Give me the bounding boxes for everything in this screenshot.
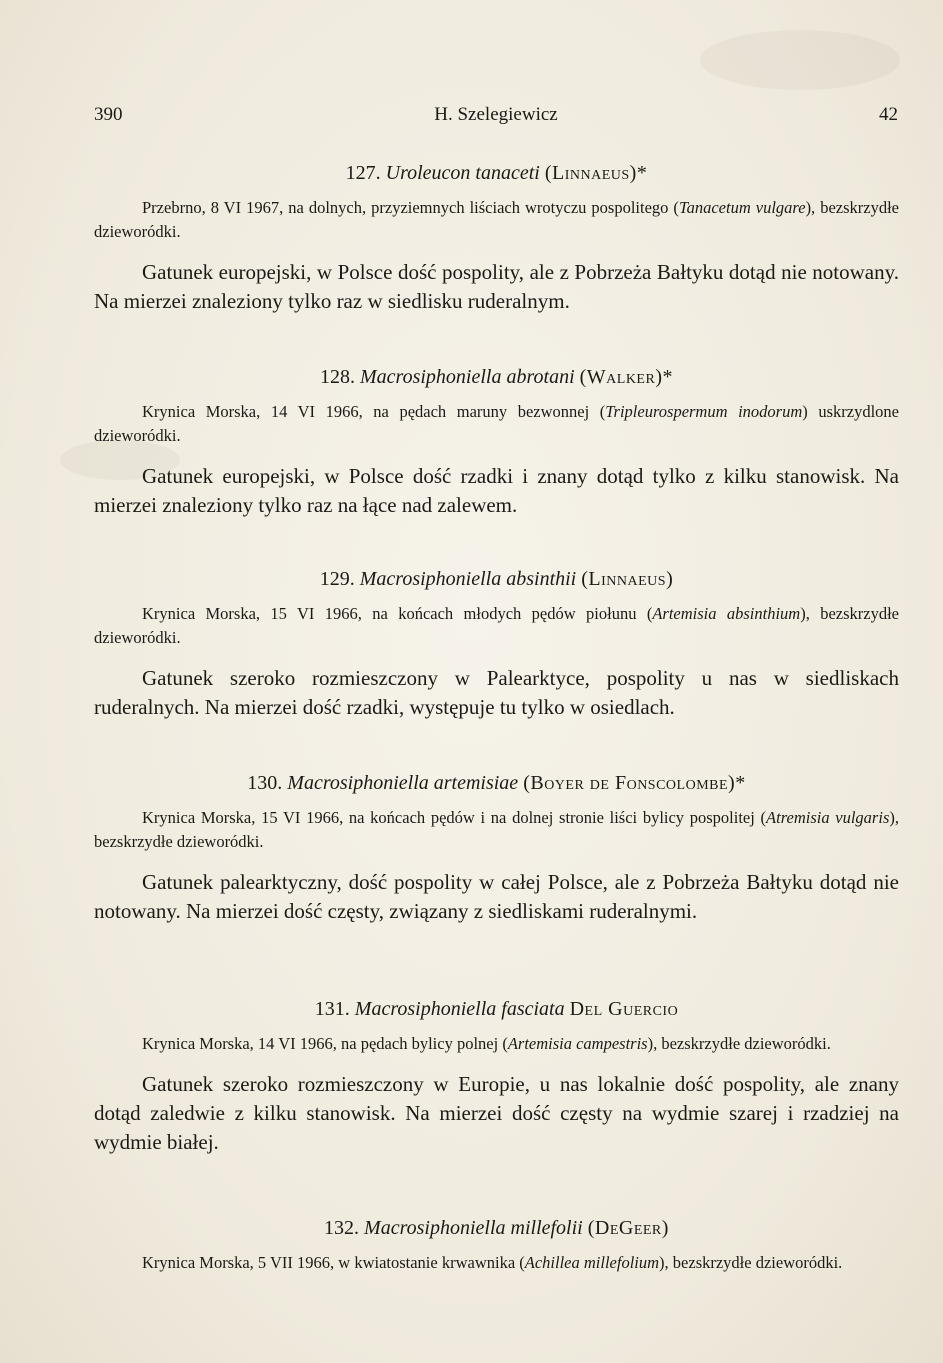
distribution-note: Gatunek palearktyczny, dość pospolity w całej Polsce, ale z Pobrzeża Bałtyku dotąd nie notowany. Na mierzei dość częsty, związany z siedliskami ruderalnymi. — [94, 870, 899, 923]
locality-text: Przebrno, 8 VI 1967, na dolnych, przyziemnych liściach wrotyczu pospolitego ( — [142, 198, 679, 217]
host-plant-name: Tripleurospermum inodorum — [605, 402, 803, 421]
species-name: Macrosiphoniella absinthii — [359, 568, 577, 590]
host-plant-name: Artemisia campestris — [507, 1034, 648, 1053]
volume-number: 42 — [879, 104, 898, 125]
species-entry-127 — [94, 160, 899, 316]
species-authority: (Linnaeus)* — [544, 162, 648, 184]
running-author: H. Szelegiewicz — [434, 104, 558, 125]
distribution-note: Gatunek szeroko rozmieszczony w Palearktyce, pospolity u nas w siedliskach ruderalnych. Na mierzei dość rzadki, występuje tu tylko w osiedlach. — [94, 666, 899, 719]
page-number: 390 — [94, 104, 123, 125]
distribution-note: Gatunek europejski, w Polsce dość rzadki i znany dotąd tylko z kilku stanowisk. Na mierzei znaleziony tylko raz na łące nad zalewem. — [94, 464, 899, 517]
species-authority: Del Guercio — [569, 998, 679, 1020]
locality-text: Krynica Morska, 14 VI 1966, na pędach bylicy polnej ( — [142, 1034, 508, 1053]
locality-text: Krynica Morska, 5 VII 1966, w kwiatostanie krwawnika ( — [142, 1253, 525, 1272]
species-name: Macrosiphoniella fasciata — [354, 998, 565, 1020]
locality-record — [94, 400, 899, 448]
distribution-note: Gatunek szeroko rozmieszczony w Europie, u nas lokalnie dość pospolity, ale znany dotąd zaledwie z kilku stanowisk. Na mierzei dość częsty na wydmie szarej i rzadziej na wydmie białej. — [94, 1072, 899, 1154]
locality-record — [94, 196, 899, 244]
species-entry-129 — [94, 566, 899, 722]
locality-text: Krynica Morska, 14 VI 1966, na pędach maruny bezwonnej ( — [142, 402, 606, 421]
species-name: Uroleucon tanaceti — [385, 162, 540, 184]
entry-number: 128. — [320, 366, 355, 388]
species-entry-132 — [94, 1215, 899, 1275]
species-entry-131 — [94, 996, 899, 1157]
locality-record — [94, 602, 899, 650]
host-plant-name: Artemisia absinthium — [652, 604, 801, 623]
entry-title — [94, 770, 899, 796]
species-entry-128 — [94, 364, 899, 520]
species-name: Macrosiphoniella abrotani — [360, 366, 575, 388]
locality-text: ), bezskrzydłe dzieworódki. — [94, 604, 899, 647]
species-authority: (Linnaeus) — [581, 568, 674, 590]
species-name: Macrosiphoniella millefolii — [364, 1217, 583, 1239]
entry-number: 130. — [247, 772, 283, 794]
entry-title — [94, 364, 899, 390]
entry-title — [94, 566, 899, 592]
locality-record — [94, 806, 899, 854]
paper-smudge — [700, 30, 900, 90]
entry-title — [94, 1215, 899, 1241]
entry-number: 129. — [319, 568, 355, 590]
locality-text: ), bezskrzydłe dzieworódki. — [94, 198, 899, 241]
locality-text: ), bezskrzydłe dzieworódki. — [94, 808, 899, 851]
entry-title — [94, 996, 899, 1022]
locality-text: ), bezskrzydłe dzieworódki. — [647, 1034, 831, 1053]
page-header — [94, 104, 898, 132]
locality-text: Krynica Morska, 15 VI 1966, na końcach młodych pędów piołunu ( — [142, 604, 653, 623]
locality-record — [94, 1032, 899, 1056]
species-authority: (Boyer de Fonscolombe)* — [523, 772, 746, 794]
locality-record — [94, 1251, 899, 1275]
entry-title — [94, 160, 899, 186]
species-entry-130 — [94, 770, 899, 926]
locality-text: ), bezskrzydłe dzieworódki. — [659, 1253, 843, 1272]
species-authority: (DeGeer) — [587, 1217, 669, 1239]
host-plant-name: Atremisia vulgaris — [766, 808, 890, 827]
species-authority: (Walker)* — [579, 366, 673, 388]
host-plant-name: Tanacetum vulgare — [678, 198, 806, 217]
locality-text: ) uskrzydlone dzieworódki. — [94, 402, 899, 445]
entry-number: 131. — [314, 998, 350, 1020]
distribution-note: Gatunek europejski, w Polsce dość pospolity, ale z Pobrzeża Bałtyku dotąd nie notowany. Na mierzei znaleziony tylko raz w siedlisku ruderalnym. — [94, 260, 899, 313]
species-name: Macrosiphoniella artemisiae — [287, 772, 519, 794]
entry-number: 127. — [345, 162, 381, 184]
entry-number: 132. — [324, 1217, 360, 1239]
locality-text: Krynica Morska, 15 VI 1966, na końcach pędów i na dolnej stronie liści bylicy pospolitej ( — [142, 808, 767, 827]
host-plant-name: Achillea millefolium — [524, 1253, 660, 1272]
